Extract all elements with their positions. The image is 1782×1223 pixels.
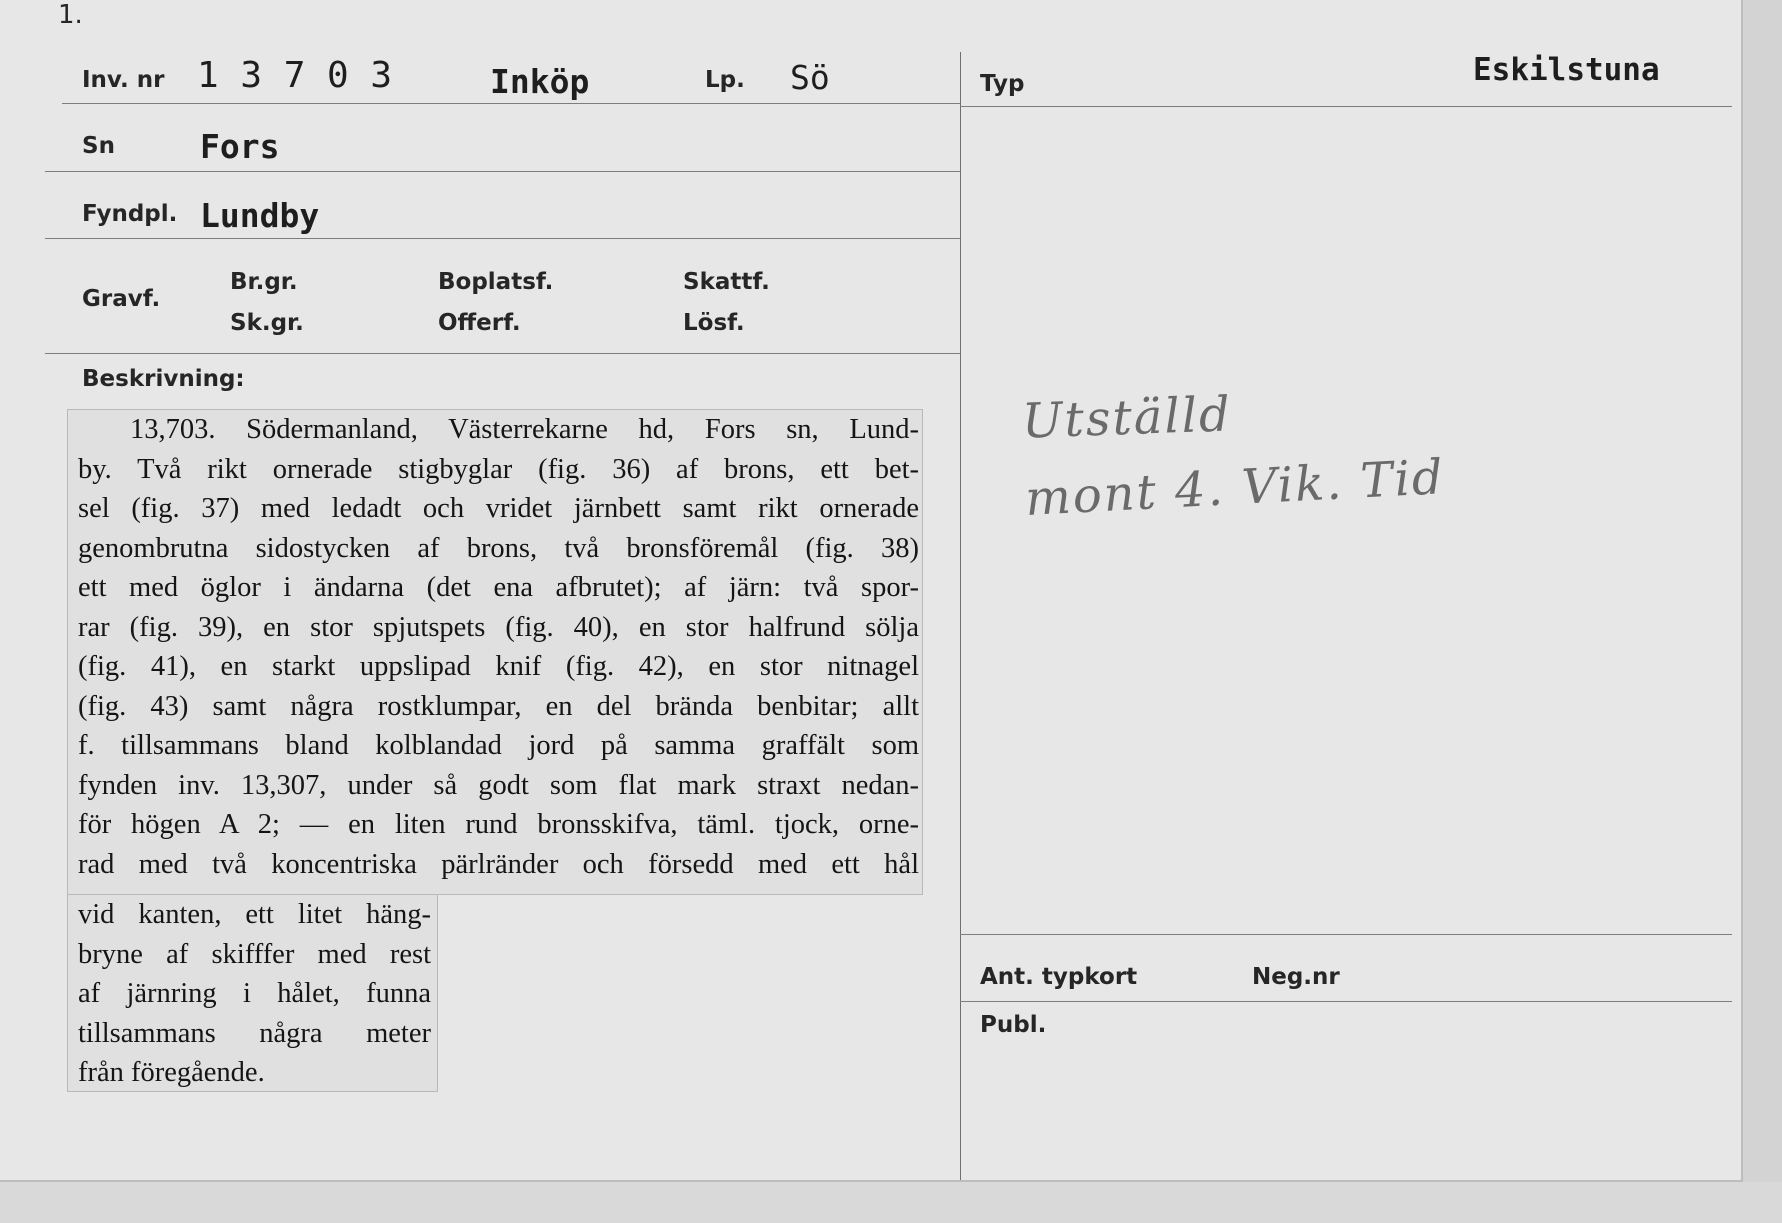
column-divider: [960, 52, 961, 1180]
losf-label: Lösf.: [683, 310, 745, 336]
description-line: fynden inv. 13,307, under så godt som flat mark straxt nedan-: [78, 769, 919, 801]
row-line-gravf: [45, 353, 960, 354]
description-line: ett med öglor i ändarna (det ena afbrutet); af järn: två spor-: [78, 572, 919, 603]
description-line: tillsammans några meter: [78, 1017, 431, 1049]
row-line-typ: [960, 106, 1732, 107]
fyndpl-label: Fyndpl.: [82, 201, 178, 227]
description-line: af järnring i hålet, funna: [78, 978, 431, 1009]
handwritten-note-line1: Utställd: [1021, 386, 1233, 450]
description-line: (fig. 41), en starkt uppslipad knif (fig. 42), en stor nitnagel: [78, 651, 919, 682]
negnr-label: Neg.nr: [1252, 964, 1340, 990]
row-line-typkort-top: [960, 934, 1732, 935]
description-line: by. Två rikt ornerade stigbyglar (fig. 36) af brons, ett bet-: [78, 453, 919, 485]
boplatsf-label: Boplatsf.: [438, 269, 554, 295]
typ-label: Typ: [980, 71, 1025, 97]
sn-value: Fors: [200, 127, 280, 166]
description-line: (fig. 43) samt några rostklumpar, en del brända benbitar; allt: [78, 690, 919, 722]
description-line: sel (fig. 37) med ledadt och vridet järnbett samt rikt ornerade: [78, 493, 919, 524]
fyndpl-value: Lundby: [200, 196, 320, 235]
ant-typkort-label: Ant. typkort: [980, 964, 1138, 990]
lp-label: Lp.: [705, 67, 745, 93]
gravf-label: Gravf.: [82, 286, 161, 312]
handwritten-note-line2: mont 4. Vik. Tid: [1023, 449, 1446, 527]
inv-number: 1 3 7 0 3: [197, 55, 393, 96]
acquisition-type: Inköp: [490, 62, 590, 101]
row-line-fyndpl: [45, 238, 960, 239]
lp-value: Sö: [790, 58, 830, 97]
row-line-inv: [62, 103, 960, 104]
description-clipping-narrow: [67, 894, 438, 1092]
description-clipping-wide: [67, 409, 923, 895]
skgr-label: Sk.gr.: [230, 310, 304, 336]
description-line: rad med två koncentriska pärlränder och försedd med ett hål: [78, 848, 919, 880]
description-line: 13,703. Södermanland, Västerrekarne hd, Fors sn, Lund-: [130, 414, 919, 445]
skattf-label: Skattf.: [683, 269, 770, 295]
description-line: genombrutna sidostycken af brons, två bronsföremål (fig. 38): [78, 532, 919, 564]
corner-mark: 1.: [58, 0, 83, 30]
offerf-label: Offerf.: [438, 310, 521, 336]
inv-label: Inv. nr: [82, 67, 165, 93]
description-line: f. tillsammans bland kolblandad jord på samma graffält som: [78, 730, 919, 761]
scan-margin-right: [1743, 0, 1782, 1182]
scan-margin-bottom: [0, 1182, 1782, 1223]
description-line: vid kanten, ett litet häng-: [78, 899, 431, 930]
row-line-publ: [960, 1001, 1732, 1002]
publ-label: Publ.: [980, 1012, 1047, 1038]
sn-label: Sn: [82, 133, 115, 159]
description-line: bryne af skifffer med rest: [78, 938, 431, 970]
description-line: från föregående.: [78, 1057, 265, 1088]
description-line: rar (fig. 39), en stor spjutspets (fig. 40), en stor halfrund sölja: [78, 611, 919, 643]
beskrivning-label: Beskrivning:: [82, 366, 245, 392]
brgr-label: Br.gr.: [230, 269, 298, 295]
description-line: för högen A 2; — en liten rund bronsskifva, täml. tjock, orne-: [78, 809, 919, 840]
row-line-sn: [45, 171, 960, 172]
typ-location: Eskilstuna: [1473, 52, 1660, 88]
